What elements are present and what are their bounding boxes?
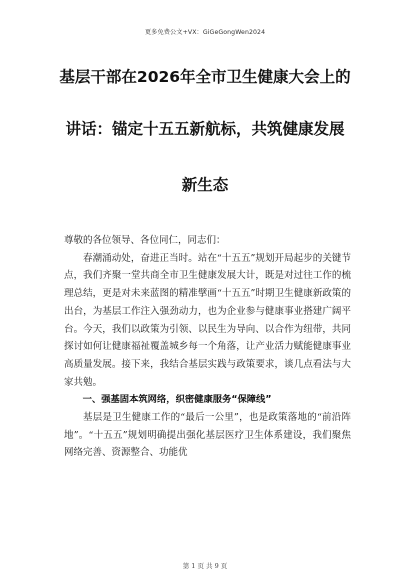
intro-paragraph: 春潮涌动处，奋进正当时。站在“十五五”规划开局起步的关键节点，我们齐聚一堂共商全市卫生健康发展大计，既是对过往工作的梳理总结，更是对未来蓝图的精准擘画“十五五”时期卫生健康新政策的出台，为基层工作注入强劲动力，也为企业参与健康事业搭建广阔平台。今天，我们以政策为引领、以民生为导向、以合作为纽带，共同探讨如何让健康福祉覆盖城乡每一个角落，让产业活力赋能健康事业高质量发展。接下来，我结合基层实践与政策要求，谈几点看法与大家共勉。 bbox=[64, 252, 351, 388]
title-line-2: 讲话：锚定十五五新航标，共筑健康发展 bbox=[65, 120, 345, 138]
page-footer: 第 1 页 共 9 页 bbox=[182, 562, 228, 570]
section-1-paragraph: 基层是卫生健康工作的“最后一公里”，也是政策落地的“前沿阵地”。“十五五”规划明确提出强化基层医疗卫生体系建设，我们聚焦网络完善、资源整合、功能优 bbox=[64, 412, 351, 459]
title-line-1: 基层干部在2026年全市卫生健康大会上的 bbox=[59, 68, 351, 86]
salutation: 尊敬的各位领导、各位同仁，同志们： bbox=[64, 235, 226, 246]
section-heading-1: 一、强基固本筑网络，织密健康服务“保障线” bbox=[82, 394, 272, 406]
document-body bbox=[64, 232, 351, 462]
page-header: 更多免费公文+VX：GiGeGongWen2024 bbox=[144, 29, 266, 36]
title-line-3: 新生态 bbox=[181, 176, 229, 194]
